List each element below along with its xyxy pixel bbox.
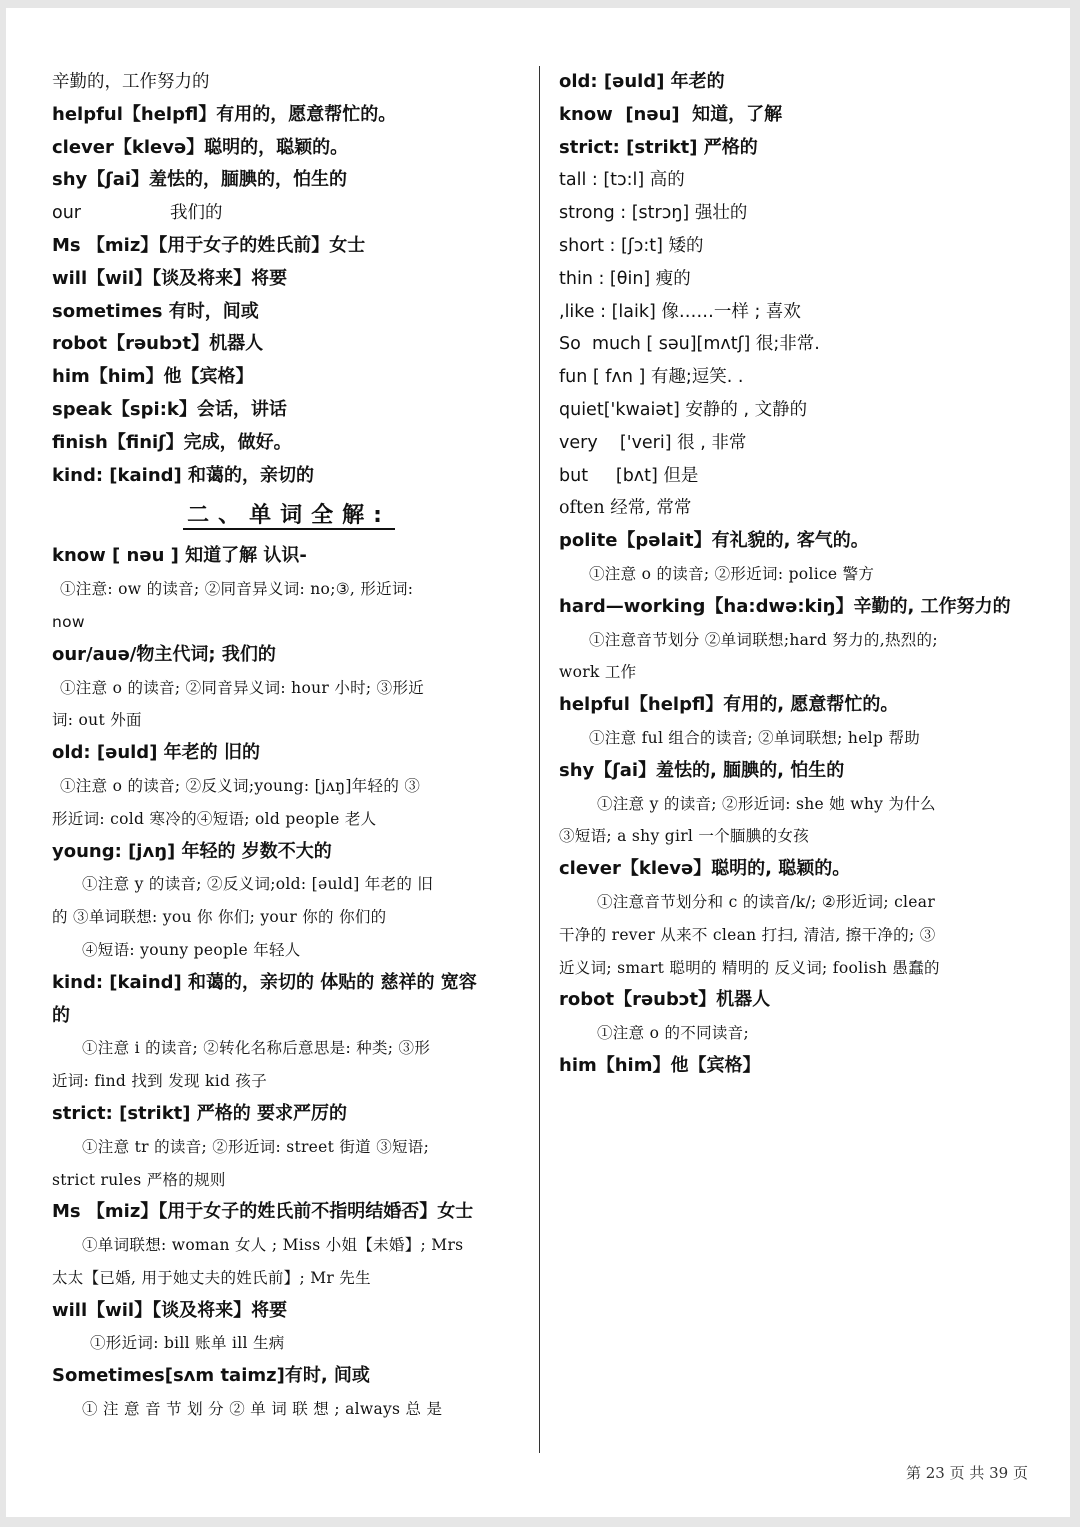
- word-note: ①注意音节划分和 c 的读音/k/; ②形近词; clear: [597, 892, 936, 911]
- word-note: 干净的 rever 从来不 clean 打扫, 清洁, 擦干净的; ③: [559, 925, 936, 944]
- vocab-entry: will【wil】【谈及将来】将要: [52, 267, 288, 289]
- word-note: 词: out 外面: [52, 711, 142, 730]
- word-note: 近词: find 找到 发现 kid 孩子: [52, 1072, 268, 1091]
- word-note: work 工作: [559, 663, 637, 682]
- word-note: ①单词联想: woman 女人 ; Miss 小姐【未婚】; Mrs: [82, 1236, 464, 1255]
- word-note: ①注意 o 的读音; ②形近词: police 警方: [589, 564, 875, 583]
- vocab-entry: So much [ səu][mʌtʃ] 很;非常.: [559, 334, 820, 355]
- word-note: ①注意 tr 的读音; ②形近词: street 街道 ③短语;: [82, 1137, 430, 1156]
- vocab-entry: our 我们的: [52, 203, 223, 224]
- word-entry: hard—working【ha:dwə:kiŋ】辛勤的, 工作努力的: [559, 595, 1011, 617]
- word-entry: kind: [kaind] 和蔼的，亲切的 体贴的 慈祥的 宽容: [52, 971, 477, 993]
- vocab-entry: him【him】他【宾格】: [52, 366, 254, 388]
- word-entry: polite【pəlait】有礼貌的, 客气的。: [559, 530, 869, 552]
- vocab-entry: kind: [kaind] 和蔼的，亲切的: [52, 464, 315, 486]
- word-note: ①注意: ow 的读音; ②同音异义词: no;③, 形近词:: [60, 580, 414, 599]
- vocab-entry: robot【rəubɔt】机器人: [52, 333, 264, 355]
- vocab-entry: helpful【helpfl】有用的，愿意帮忙的。: [52, 103, 397, 125]
- word-note: now: [52, 612, 85, 631]
- word-entry: young: [jʌŋ] 年轻的 岁数不大的: [52, 840, 332, 862]
- word-note: 形近词: cold 寒冷的④短语; old people 老人: [52, 809, 377, 828]
- word-note: ①注意 o 的不同读音;: [597, 1024, 750, 1043]
- vocab-entry: speak【spi:k】会话，讲话: [52, 398, 287, 420]
- word-note: ①注意 y 的读音; ②形近词: she 她 why 为什么: [597, 794, 936, 813]
- word-note: 近义词; smart 聪明的 精明的 反义词; foolish 愚蠢的: [559, 958, 940, 977]
- vocab-entry: sometimes 有时，间或: [52, 300, 259, 322]
- vocab-entry: old: [əuld] 年老的: [559, 71, 725, 92]
- word-entry: Sometimes[sʌm taimz]有时, 间或: [52, 1365, 370, 1387]
- vocab-entry: strict: [strikt] 严格的: [559, 136, 758, 158]
- word-note: ①注意 y 的读音; ②反义词;old: [əuld] 年老的 旧: [82, 875, 434, 894]
- word-entry: robot【rəubɔt】机器人: [559, 989, 771, 1011]
- text-line: 辛勤的，工作努力的: [52, 72, 210, 92]
- word-note: 的 ③单词联想: you 你 你们; your 你的 你们的: [52, 908, 387, 927]
- word-note: ①注意 o 的读音; ②反义词;young: [jʌŋ]年轻的 ③: [60, 776, 421, 795]
- vocab-entry: ,like : [laik] 像……一样 ; 喜欢: [559, 301, 801, 322]
- vocab-entry: fun [ fʌn ] 有趣;逗笑. .: [559, 367, 744, 388]
- word-entry: shy【ʃai】羞怯的, 腼腆的, 怕生的: [559, 759, 845, 781]
- word-entry: old: [əuld] 年老的 旧的: [52, 742, 260, 764]
- vocab-entry: but [bʌt] 但是: [559, 465, 699, 486]
- vocab-entry: tall : [tɔ:l] 高的: [559, 170, 685, 191]
- word-note: ①注意 ful 组合的读音; ②单词联想; help 帮助: [589, 728, 920, 747]
- word-entry: will【wil】【谈及将来】将要: [52, 1299, 288, 1321]
- word-note: ④短语: youny people 年轻人: [82, 940, 301, 959]
- word-note: ③短语; a shy girl 一个腼腆的女孩: [559, 827, 810, 846]
- word-entry: know [ nəu ] 知道了解 认识-: [52, 545, 307, 567]
- word-note: 太太【已婚, 用于她丈夫的姓氏前】; Mr 先生: [52, 1268, 371, 1287]
- word-note: ①注意 i 的读音; ②转化名称后意思是: 种类; ③形: [82, 1039, 431, 1058]
- word-note: ①注意音节划分 ②单词联想;hard 努力的,热烈的;: [589, 630, 938, 649]
- vocab-entry: thin : [θin] 瘦的: [559, 268, 691, 289]
- vocab-entry: very ['veri] 很 , 非常: [559, 432, 747, 453]
- column-divider: [539, 66, 540, 1453]
- word-entry: strict: [strikt] 严格的 要求严厉的: [52, 1102, 348, 1124]
- vocab-entry: know [nəu] 知道，了解: [559, 103, 783, 125]
- section-heading-text: 二、单词全解:: [183, 503, 395, 530]
- word-entry: clever【klevə】聪明的, 聪颖的。: [559, 858, 851, 880]
- word-note: ①注意 o 的读音; ②同音异义词: hour 小时; ③形近: [60, 678, 425, 697]
- section-heading: [52, 492, 526, 540]
- vocab-entry: strong : [strɔŋ] 强壮的: [559, 203, 748, 224]
- vocab-entry: finish【finiʃ】完成，做好。: [52, 431, 292, 453]
- vocab-entry: short : [ʃɔ:t] 矮的: [559, 235, 704, 256]
- word-note: ① 注 意 音 节 划 分 ② 单 词 联 想 ; always 总 是: [82, 1400, 443, 1419]
- right-column: [559, 66, 1039, 1083]
- vocab-entry: clever【klevə】聪明的，聪颖的。: [52, 136, 349, 158]
- word-entry: our/auə/物主代词; 我们的: [52, 643, 276, 665]
- word-entry: Ms 【miz】【用于女子的姓氏前不指明结婚否】女士: [52, 1201, 474, 1223]
- left-column: [52, 66, 526, 1426]
- page-number: 第 23 页 共 39 页: [905, 1464, 1028, 1482]
- vocab-entry: shy【ʃai】羞怯的，腼腆的，怕生的: [52, 169, 348, 191]
- word-note: ①形近词: bill 账单 ill 生病: [90, 1334, 285, 1353]
- vocab-entry: often 经常, 常常: [559, 498, 692, 519]
- word-note: strict rules 严格的规则: [52, 1170, 226, 1189]
- vocab-entry: quiet['kwaiət] 安静的 , 文静的: [559, 399, 808, 420]
- vocab-entry: Ms 【miz】【用于女子的姓氏前】女士: [52, 234, 366, 256]
- word-entry: 的: [52, 1004, 70, 1026]
- word-entry: helpful【helpfl】有用的, 愿意帮忙的。: [559, 694, 899, 716]
- word-entry: him【him】他【宾格】: [559, 1054, 761, 1076]
